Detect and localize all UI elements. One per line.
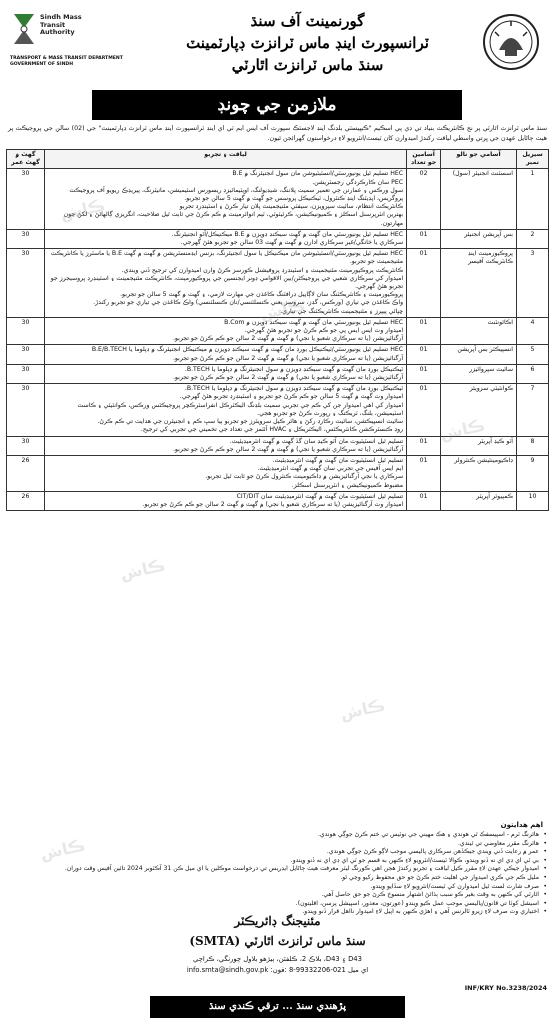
qualification-line: آرگنائيزيشن (يا ته سرڪاري شعبو يا نجي) ۾ گهٽ ۾ گهٽ 2 سالن جو ڪم ڪرڻ جو تجربو.: [172, 354, 404, 362]
cell-post: سائيٽ سپروائيزر: [441, 364, 517, 383]
cell-qualification: [44, 384, 406, 436]
header-age: گهٽ ۾ گهٽ عمر: [7, 150, 45, 169]
watermark: ڪاش: [438, 415, 487, 444]
header-post: آسامي جو نالو: [441, 150, 517, 169]
qualification-line: واڪ ڪاغذن جي تياري (ورڪس، گڊز، سروسز يعني ڪنسلٽنسي/نان ڪنسلٽنسي) واڪ ڪاغذن جي تياري جو تجربو رکندڙ.: [93, 299, 404, 307]
sindh-government-seal-icon: [481, 12, 541, 72]
recruitment-banner: ملازمن جي چونڊ: [92, 90, 462, 120]
qualification-line: HEC تسليم ٿيل يونيورسٽي/ٽيڪنيڪل بورڊ مان گهٽ ۾ گهٽ سيڪنڊ ڊويزن ۾ ميڪنيڪل انجنيئرنگ ۾ ڊپلوما يا B.E/B.TECH: [91, 346, 404, 354]
list-item: • هائرنگ مقرر معاوضي تي ٿيندي.: [8, 840, 547, 849]
cell-qualification: [44, 345, 406, 364]
qualification-line: ڪانٽريڪٽ پروڪيورمينٽ مئنيجمينٽ ۽ اسٽينڊرڊ پروفيشنل ڪورسز ڪرڻ وارن اميدوارن کي ترجيح ڏني ويندي.: [121, 266, 404, 274]
table-row: [7, 384, 549, 436]
qualification-line: اميدوار وٽ ايس ايس پي جو ڪم ڪرڻ جو تجربو هئڻ گهرجي.: [244, 327, 404, 335]
cell-serial: 8: [517, 436, 549, 455]
qualification-line: اميدوار وٽ گهٽ ۾ گهٽ 5 سالن جو ڪم ڪرڻ جو تجربو ۽ اسٽينڊرڊ تجربو هئڻ گهرجي.: [179, 393, 404, 401]
cell-count: 01: [407, 436, 441, 455]
qualification-line: سول ورڪس ۽ عمارتن جي تعمير سميت پلاننگ، شيڊيولنگ، اوپٽيمائيزڊ ريسورس اسٽيميشن، مانيٽرنگ، پيريڊڪ ريويو آف پروجيڪٽ پروگريس، اپڊيٽنگ اينڊ ڪنٽرول، ٽيڪنيڪل پروسس جو گهٽ ۾ گهٽ 5 سالن جو تجربو.: [69, 186, 404, 203]
notes-heading: اهم هدايتون: [500, 821, 543, 829]
list-item: • بي ٽي اي ڊي اي نه ڏنو ويندو، ڪوالا ٽيسٽ/انٽرويو لاءِ ڪنهن به قسم جو ٽي اي ڊي اي نه ڏنو ويندو.: [8, 857, 547, 866]
cell-qualification: [44, 317, 406, 345]
list-item: • عمر ۾ رعايت ڏني ويندي جيڪڏهن سرڪاري پاليسي موجب لاڳو ڪرڻ جوڳي هوندي.: [8, 848, 547, 857]
qualification-line: تسليم ٿيل انسٽيٽيوٽ مان گهٽ ۾ گهٽ انٽرميڊيئيٽ سان CIT/DIT: [236, 492, 404, 500]
qualification-line: HEC تسليم ٿيل يونيورسٽي/انسٽيٽيوشن مان سول انجنيئرنگ ۾ B.E: [232, 170, 404, 178]
cell-count: 01: [407, 384, 441, 436]
cell-post: انسپيڪٽر بس آپريشن: [441, 345, 517, 364]
cell-age: 30: [7, 436, 45, 455]
cell-age: 26: [7, 491, 45, 510]
list-item: • هائرنگ ٽرم - اسپيسفڪ ٿي هوندي ۽ هڪ مهيني جي نوٽيس تي ختم ڪرڻ جوڳي هوندي.: [8, 831, 547, 840]
table-row: [7, 345, 549, 364]
cell-age: 30: [7, 249, 45, 318]
qualification-line: سرڪاري يا نجي آرگنائيزيشن ۾ ڊاڪيومينٽ ڪنٽرول ڪرڻ جو ثابت ٿيل تجربو.: [205, 473, 404, 481]
qualification-line: اميدوار کي اهي اميدوار جن کي ڪم جي تجربي سميت بلڊنگ اليڪٽرڪل انفراسٽرڪچر پروجيڪٽس ورڪس، ڪوانٽيٽي ۽ ڪاسٽ اسٽيميشن، بلنگ، ٽريڪنگ ۽ رپورٽ ڪرڻ جو تجربو هجي.: [77, 401, 404, 417]
cell-count: 01: [407, 364, 441, 383]
managing-director: مئنيجنگ ڊائريڪٽر: [234, 914, 321, 928]
cell-post: آٽو ڪيڊ آپريٽر: [441, 436, 517, 455]
agency-address: D43 ۽ D43، بلاڪ 2، ڪلفٽن، ٻيڙهو بلاول چورنگي، ڪراچي: [193, 955, 362, 963]
cell-age: 30: [7, 345, 45, 364]
cell-post: ڪوانٽيٽي سرويئر: [441, 384, 517, 436]
qualification-line: HEC تسليم ٿيل يونيورسٽي مان گهٽ ۾ گهٽ سيڪنڊ ڊويزن ۾ B.E ميڪنيڪل/آٽو انجنيئرنگ.: [171, 230, 404, 238]
cell-qualification: [44, 455, 406, 491]
cell-age: 30: [7, 364, 45, 383]
cell-serial: 10: [517, 491, 549, 510]
header-serial: سيريل نمبر: [517, 150, 549, 169]
qualification-line: روڊ ڪنسٽرڪشن ڪانٽريڪٽس، اليڪٽريڪل ۽ HVAC آئٽمز جي تعداد جي تخميني جي تجربي کي ترجيح.: [140, 426, 404, 434]
agency-contact: info.smta@sindh.gov.pk :اي ميل 021-99332206-8 :فون: [186, 966, 369, 974]
cell-serial: 2: [517, 229, 549, 248]
watermark: ڪاش: [338, 695, 387, 724]
list-item: • اختياري وٽ صرف لاءِ زيرو ٽالرنس آهي ۽ اهڙي ڪنهن به اپيل لاءِ اميدوار نااهل قرار ڏنو ويندو.: [8, 908, 547, 917]
qualification-line: ايم ايس آفيس جي تجربي سان گهٽ ۾ گهٽ انٽرميڊيئيٽ.: [257, 465, 404, 473]
cell-qualification: [44, 491, 406, 510]
cell-post: بس آپريشن انجنيئر: [441, 229, 517, 248]
qualification-line: HEC تسليم ٿيل يونيورسٽي/انسٽيٽيوشن مان ميڪنيڪل يا سول انجنيئرنگ، بزنس ايڊمنسٽريشن ۾ گهٽ ۾ گهٽ B.E يا ماسٽرز يا ڪانٽريڪٽ مئنيجمينٽ جو تجربو.: [50, 250, 404, 266]
list-item: • اميدوار جيڪي عهدن لاءِ مقرر ڪيل لياقت ۽ تجربو رکندڙ هجن اهي ڪورنگ ليٽر معرفت هيٺ ڄاڻايل ايڊريس تي درخواست موڪلين يا اي ميل ڪن 31 آڪٽوبر 2024 تائين آفيس وقت دوران.: [8, 865, 547, 874]
cell-qualification: [44, 364, 406, 383]
table-row: [7, 455, 549, 491]
sindh-slogan-banner: پڙهندي سنڌ ... ترقي ڪندي سنڌ: [150, 996, 405, 1018]
table-row: [7, 229, 549, 248]
list-item: • اسيشل کوٽا تي قانون/پاليسي موجب عمل ڪيو ويندو (عورتون، معذور، اسپيشل پرسن، اقليتون).: [8, 900, 547, 909]
qualification-line: اميدوار کي سرڪاري شعبي جي پروجيڪٽن/بين الاقوامي ڊونر ايجنسين جي پروڪيورمينٽ، ڪانٽريڪٽ مئنيجمينٽ ۽ اسٽينڊرڊ پروسيجرز جو تجربو هئڻ گهرجي.: [50, 274, 404, 291]
qualification-line: PEC سان ڪارڪردگي رجسٽريشن.: [312, 178, 404, 186]
cell-serial: 1: [517, 169, 549, 229]
qualification-line: سرڪاري يا خانگي/غير سرڪاري ادارن ۾ گهٽ ۾ گهٽ 03 سالن جو تجربو هئڻ گهرجي.: [180, 239, 404, 247]
qualification-line: ڇپائي پيپرز ۽ مئنيجمينٽ ڪانٽريڪٽنگ جي تياري.: [280, 307, 404, 315]
table-row: [7, 364, 549, 383]
logo-department: TRANSPORT & MASS TRANSIT DEPARTMENT GOVERNMENT OF SINDH: [10, 56, 123, 67]
cell-qualification: [44, 169, 406, 229]
list-item: • مليل ڪم جي ڪري اميدوار جي اهليت ختم ڪرڻ جو حق محفوظ رکيو وڃي ٿو.: [8, 874, 547, 883]
qualification-line: مضبوط ڪميونيڪيشن ۽ انٽرپرسنل اسڪلز.: [291, 481, 404, 489]
list-item: • اٿارٽي کي ڪنهن به وقت بغير ڪو سبب ٻڌائڻ اشتهار منسوخ ڪرڻ جو حق حاصل آهي.: [8, 891, 547, 900]
qualification-line: ٽيڪنيڪل بورڊ مان گهٽ ۾ گهٽ سيڪنڊ ڊويزن ۾ سول انجنيئرنگ ۾ ڊپلوما يا B.TECH.: [184, 385, 404, 393]
title-authority: سنڌ ماس ٽرانزٽ اٿارٽي: [231, 56, 384, 74]
logo-text: Sindh Mass Transit Authority: [40, 13, 82, 36]
cell-age: 30: [7, 169, 45, 229]
table-row: [7, 317, 549, 345]
cell-age: 30: [7, 384, 45, 436]
qualification-line: تسليم ٿيل انسٽيٽيوٽ مان آٽو ڪيڊ سان گڏ گهٽ ۾ گهٽ انٽرميڊيئيٽ.: [229, 437, 404, 445]
header-qualification: لياقت ۽ تجربو: [44, 150, 406, 169]
cell-post: اڪائونٽنٽ: [441, 317, 517, 345]
qualification-line: ٽيڪنيڪل بورڊ مان گهٽ ۾ گهٽ سيڪنڊ ڊويزن ۾ سول انجنيئرنگ ۾ ڊپلوما يا B.TECH.: [184, 365, 404, 373]
qualification-line: پروڪيورمينٽ ۽ ڪانٽريڪٽنگ سان لاڳاپيل ڊرافٽنگ ڪاغذن جي مهارت لازمي، ۽ گهٽ ۾ گهٽ 5 سالن جو تجربو.: [120, 291, 404, 299]
vacancies-table-body: [7, 169, 549, 511]
list-item: • صرف شارٽ لسٽ ٿيل اميدوارن کي ٽيسٽ/انٽرويو لاءِ سڏايو ويندو.: [8, 883, 547, 892]
qualification-line: بهترين انٽرپرسنل اسڪلز ۽ ڪميونيڪيشن، ڪرئيٽوٽي، ٽيم انوائرمينٽ ۾ ڪم ڪرڻ جي ثابت ٿيل صلاحيت، انگريزي ڳالهائڻ ۽ لکڻ جون مهارتون.: [63, 211, 404, 227]
vacancies-table: [6, 149, 549, 511]
watermark: ڪاش: [58, 195, 107, 224]
cell-qualification: [44, 249, 406, 318]
qualification-line: اميدوار وٽ آرگنائيزيشن (يا ته سرڪاري شعبو يا نجي) ۾ گهٽ ۾ گهٽ 2 سالن جو ڪم ڪرڻ جو تجربو.: [142, 500, 404, 508]
cell-serial: 9: [517, 455, 549, 491]
table-row: [7, 249, 549, 318]
watermark: ڪاش: [118, 555, 167, 584]
cell-count: 01: [407, 455, 441, 491]
cell-age: 30: [7, 317, 45, 345]
watermark: ڪاش: [258, 295, 307, 324]
important-notes-list: [8, 831, 547, 917]
cell-age: 30: [7, 229, 45, 248]
table-header-row: [7, 150, 549, 169]
cell-post: ڪمپيوٽر آپريٽر: [441, 491, 517, 510]
cell-serial: 6: [517, 364, 549, 383]
advertisement-reference: INF/KRY No.3238/2024: [464, 984, 547, 992]
qualification-line: تسليم ٿيل انسٽيٽيوٽ مان گهٽ ۾ گهٽ انٽرميڊيئيٽ.: [272, 456, 404, 464]
qualification-line: آرگنائيزيشن (يا ته سرڪاري شعبو يا نجي) ۾ گهٽ ۾ گهٽ 2 سالن جو ڪم ڪرڻ جو تجربو.: [172, 374, 404, 382]
cell-count: 01: [407, 249, 441, 318]
cell-post: پروڪيورمينٽ اينڊ ڪانٽريڪٽ آفيسر: [441, 249, 517, 318]
cell-count: 01: [407, 317, 441, 345]
cell-post: ڊاڪيومينٽيشن ڪنٽرولر: [441, 455, 517, 491]
qualification-line: HEC تسليم ٿيل يونيورسٽي مان گهٽ ۾ گهٽ سيڪنڊ ڊويزن ۾ B.Com: [224, 318, 404, 326]
cell-serial: 4: [517, 317, 549, 345]
watermark: ڪاش: [38, 835, 87, 864]
qualification-line: آرگنائيزيشن (يا ته سرڪاري شعبو يا نجي) ۾ گهٽ ۾ گهٽ 2 سالن جو ڪم ڪرڻ جو تجربو.: [172, 335, 404, 343]
qualification-line: ڪانٽريڪٽ انتظام، سائيٽ سپرويزن، سيفٽي مئنيجمينٽ پلان تيار ڪرڻ ۽ اسٽينڊرڊ تجربو: [179, 203, 404, 211]
cell-serial: 5: [517, 345, 549, 364]
header-count: آسامين جو تعداد: [407, 150, 441, 169]
cell-serial: 3: [517, 249, 549, 318]
table-row: [7, 436, 549, 455]
title-block: [146, 10, 469, 76]
cell-serial: 7: [517, 384, 549, 436]
intro-paragraph: سنڌ ماس ٽرانزٽ اٿارٽي پر نج ڪانٽريڪٽ بنياد تي ڊي پي اسڪيم "ڪيپيسٽي بلڊنگ اينڊ لاجسٽڪ سپورٽ آف ايس ايم ٽي اي اينڊ ٽرانسپورٽ اينڊ ماس ٽرانزٽ ڊپارٽمينٽ" جي (02) سالن جي پروجيڪٽ پر هيٺ ڄاڻايل عهدن جي ڀرتي واسطي لياقت رکندڙ اميدوارن کان ٽيسٽ/انٽرويو لاءِ درخواستون گهرائجن ٿيون.: [8, 125, 548, 142]
qualification-line: آرگنائيزيشن (يا ته سرڪاري شعبو يا نجي) ۾ گهٽ ۾ گهٽ 2 سالن جو ڪم ڪرڻ جو تجربو.: [172, 445, 404, 453]
cell-count: 01: [407, 229, 441, 248]
cell-count: 01: [407, 491, 441, 510]
cell-count: 01: [407, 345, 441, 364]
cell-qualification: [44, 436, 406, 455]
smta-logo: [10, 12, 136, 82]
title-department: ٽرانسپورٽ اينڊ ماس ٽرانزٽ ڊپارٽمينٽ: [186, 34, 429, 52]
agency-name: سنڌ ماس ٽرانزٽ اٿارٽي (SMTA): [189, 934, 366, 948]
header: [6, 6, 549, 92]
cell-qualification: [44, 229, 406, 248]
title-government: گورنمينٽ آف سنڌ: [250, 12, 365, 30]
cell-post: اسسٽنٽ انجنيئر (سول): [441, 169, 517, 229]
cell-age: 26: [7, 455, 45, 491]
table-row: [7, 491, 549, 510]
cell-count: 02: [407, 169, 441, 229]
smta-logo-icon: [10, 12, 38, 46]
qualification-line: سائيٽ انسپيڪشن، سائيٽ رڪارڊ رکڻ ۽ هائر ڪيل سرويئرز جو تجربو ٻيا سڀ ڪم ۽ انجنيئرن جي هدايت تي ڪم ڪرڻ.: [97, 418, 404, 426]
table-row: [7, 169, 549, 229]
